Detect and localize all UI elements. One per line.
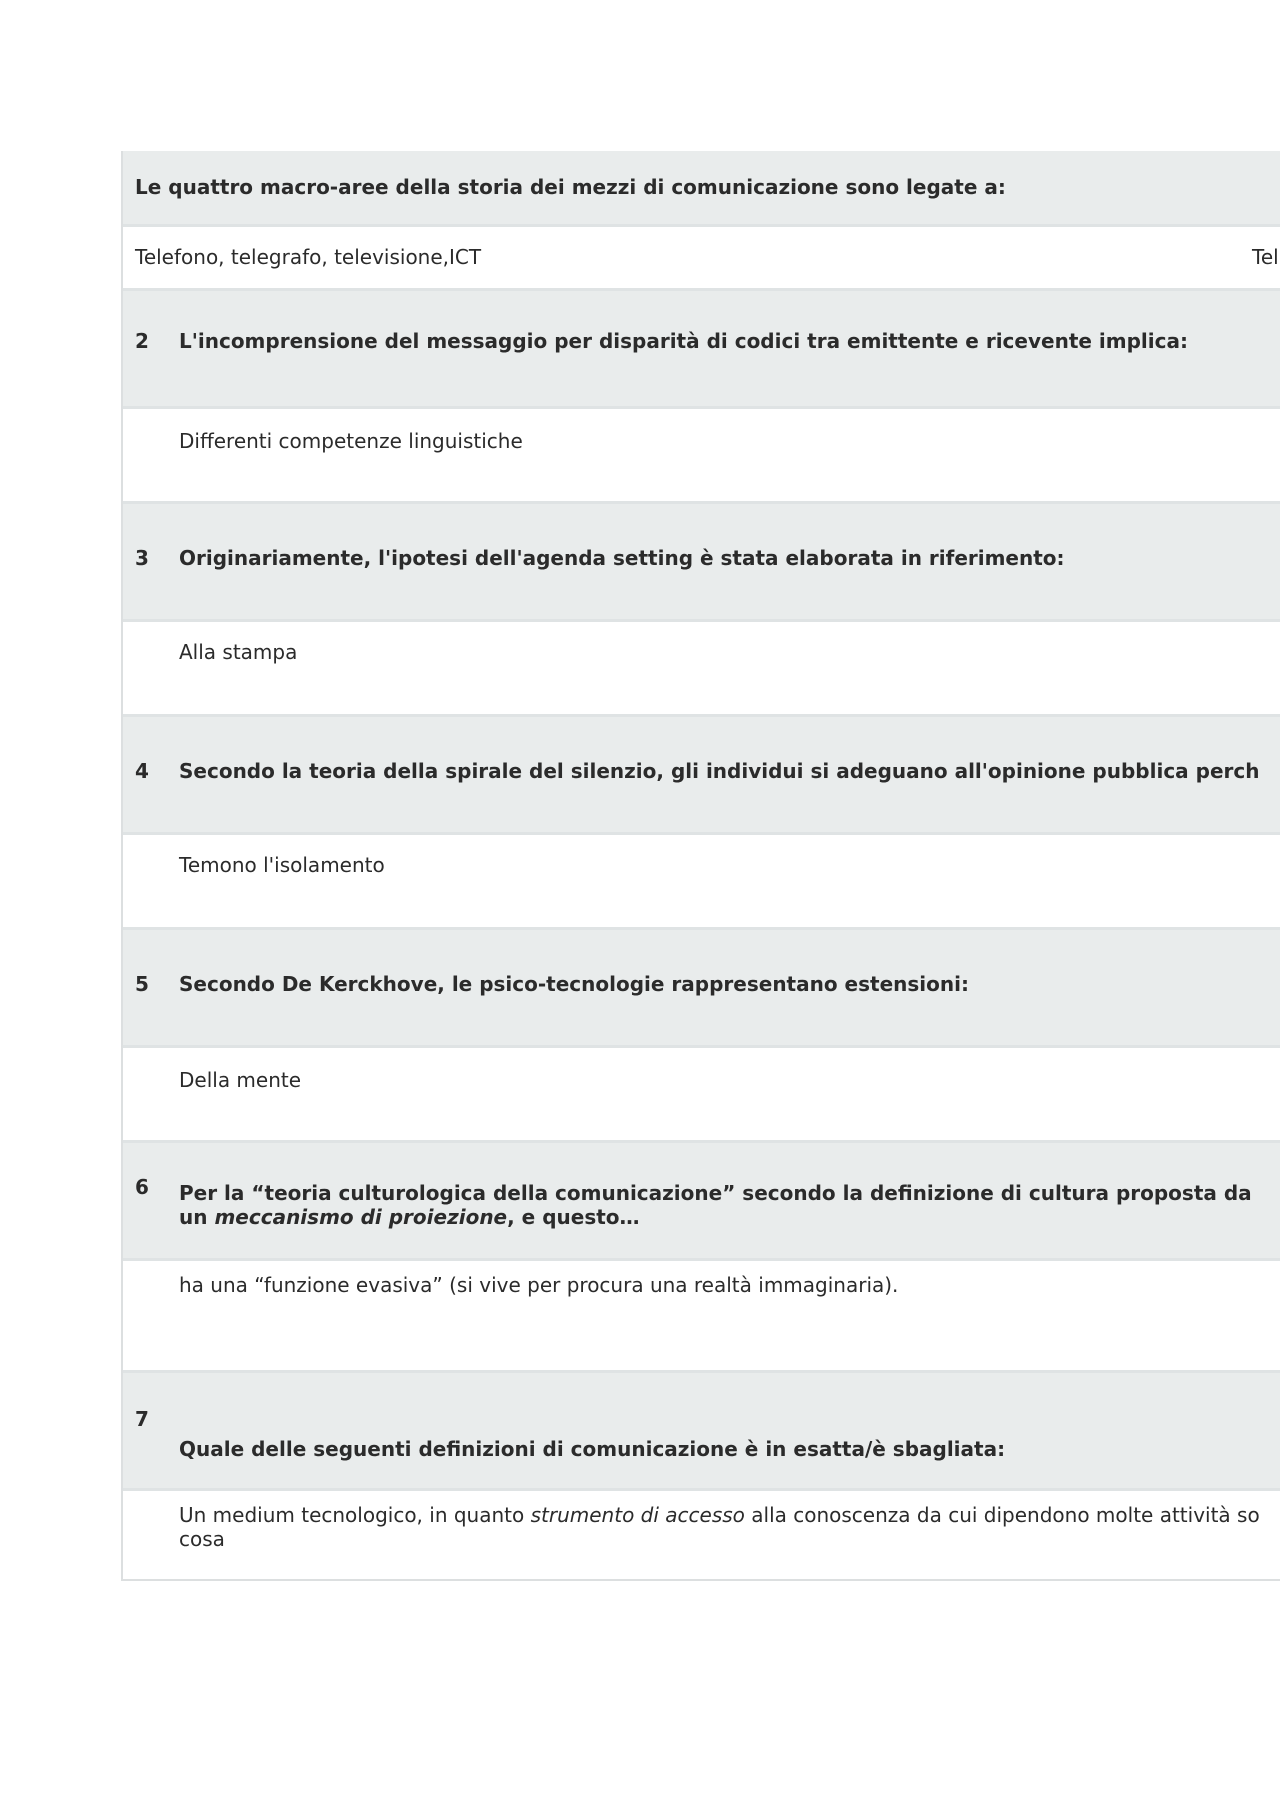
answer-text (179, 1503, 1260, 1551)
question-text: L'incomprensione del messaggio per disparità di codici tra emittente e ricevente implica: (179, 329, 1188, 353)
question-number: 7 (135, 1407, 149, 1431)
question-row (123, 717, 1280, 835)
answer-text: Della mente (179, 1068, 302, 1092)
question-number: 6 (135, 1175, 149, 1199)
question-text: Secondo la teoria della spirale del silenzio, gli individui si adeguano all'opinione pubblica perch (179, 759, 1260, 783)
answer-pre: Un medium tecnologico, in quanto (179, 1503, 531, 1527)
question-line-2 (179, 1205, 1252, 1229)
answer-text: Differenti competenze linguistiche (179, 429, 523, 453)
answer-row (123, 622, 1280, 717)
answer-row (123, 409, 1280, 504)
question-text: Secondo De Kerckhove, le psico-tecnologie rappresentano estensioni: (179, 972, 969, 996)
question-row (123, 1373, 1280, 1491)
answer-row (123, 835, 1280, 930)
question-number: 2 (135, 329, 149, 353)
answer-post: alla conoscenza da cui dipendono molte attività so (744, 1503, 1260, 1527)
question-line-1: Per la “teoria culturologica della comunicazione” secondo la definizione di cultura proposta da (179, 1181, 1252, 1205)
answer-text: ha una “funzione evasiva” (si vive per procura una realtà immaginaria). (179, 1273, 899, 1297)
question-row (123, 151, 1280, 227)
answer-row (123, 1048, 1280, 1143)
question-row (123, 1143, 1280, 1261)
question-row (123, 930, 1280, 1048)
question-emphasis: meccanismo di proiezione (214, 1205, 508, 1229)
answer-text-fragment: Tel (1252, 245, 1279, 269)
question-line-2-pre: un (179, 1205, 215, 1229)
question-row (123, 504, 1280, 622)
answer-row (123, 1491, 1280, 1579)
question-text: Le quattro macro-aree della storia dei mezzi di comunicazione sono legate a: (135, 175, 1006, 199)
question-text (179, 1181, 1252, 1229)
answer-line-2: cosa (179, 1527, 225, 1551)
question-text: Quale delle seguenti definizioni di comunicazione è in esatta/è sbagliata: (179, 1437, 1006, 1461)
answer-text: Temono l'isolamento (179, 853, 385, 877)
quiz-table (121, 151, 1280, 1581)
answer-row (123, 227, 1280, 291)
answer-row (123, 1261, 1280, 1373)
question-line-2-post: , e questo… (507, 1205, 640, 1229)
question-number: 4 (135, 759, 149, 783)
question-text: Originariamente, l'ipotesi dell'agenda setting è stata elaborata in riferimento: (179, 546, 1065, 570)
question-row (123, 291, 1280, 409)
question-number: 5 (135, 972, 149, 996)
answer-text: Alla stampa (179, 640, 298, 664)
question-number: 3 (135, 546, 149, 570)
answer-text: Telefono, telegrafo, televisione,ICT (135, 245, 482, 269)
answer-emphasis: strumento di accesso (530, 1503, 745, 1527)
answer-line-1 (179, 1503, 1260, 1527)
